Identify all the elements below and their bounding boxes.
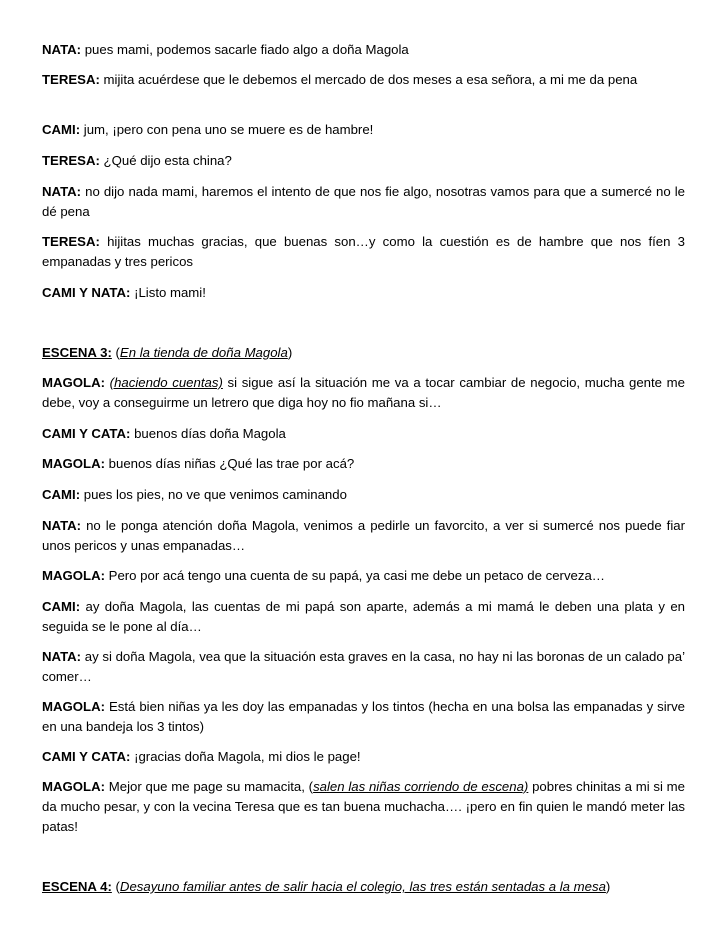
dialogue-line [42,120,685,140]
speaker-name: MAGOLA: [42,779,105,794]
dialogue-text: hijitas muchas gracias, que buenas son…y como la cuestión es de hambre que nos fíen 3 empanadas y tres pericos [42,234,685,269]
speaker-name: CAMI Y CATA: [42,749,131,764]
dialogue-text: pues los pies, no ve que venimos caminando [80,487,347,502]
dialogue-text: pues mami, podemos sacarle fiado algo a doña Magola [81,42,409,57]
scene-number: ESCENA 3: [42,345,112,360]
dialogue-text: Pero por acá tengo una cuenta de su papá, ya casi me debe un petaco de cerveza… [105,568,605,583]
dialogue-line [42,424,685,444]
dialogue-line [42,516,685,556]
scene-description: Desayuno familiar antes de salir hacia el colegio, las tres están sentadas a la mesa [119,879,606,894]
dialogue-text: jum, ¡pero con pena uno se muere es de hambre! [80,122,374,137]
paren-open: ( [111,345,120,360]
dialogue-line [42,777,685,837]
speaker-name: CAMI: [42,122,81,137]
speaker-name: MAGOLA: [42,456,105,471]
speaker-name: MAGOLA: [42,375,105,390]
dialogue-text: ¿Qué dijo esta china? [99,153,232,168]
speaker-name: TERESA: [42,72,100,87]
dialogue-text: pobres chinitas a mi si me da mucho pesar, y con la vecina Teresa que es tan buena muchacha…. ¡pero en fin quien le mandó meter las patas! [42,779,685,834]
dialogue-line [42,283,685,303]
speaker-name: NATA: [42,42,82,57]
scene-heading [42,877,685,897]
paren-close: ) [287,345,293,360]
dialogue-line [42,151,685,171]
dialogue-line [42,182,685,222]
stage-direction: (haciendo cuentas) [109,375,223,390]
dialogue-text: ay si doña Magola, vea que la situación esta graves en la casa, no hay ni las boronas de un calado pa’ comer… [42,649,685,684]
speaker-name: TERESA: [42,153,100,168]
dialogue-text: ay doña Magola, las cuentas de mi papá son aparte, además a mi mamá le deben una plata y en seguida se le pone al día… [42,599,685,634]
speaker-name: CAMI: [42,487,81,502]
scene-number: ESCENA 4: [42,879,112,894]
dialogue-text: no le ponga atención doña Magola, venimos a pedirle un favorcito, a ver si sumercé nos puede fiar unos pericos y unas empanadas… [42,518,685,553]
speaker-name: CAMI Y NATA: [42,285,131,300]
speaker-name: MAGOLA: [42,568,105,583]
speaker-name: NATA: [42,649,82,664]
speaker-name: TERESA: [42,234,100,249]
speaker-name: MAGOLA: [42,699,105,714]
dialogue-text: mijita acuérdese que le debemos el mercado de dos meses a esa señora, a mi me da pena [99,72,638,87]
dialogue-text: ¡Listo mami! [130,285,206,300]
dialogue-line [42,697,685,737]
dialogue-text: buenos días niñas ¿Qué las trae por acá? [105,456,355,471]
dialogue-line [42,647,685,687]
stage-direction: salen las niñas corriendo de escena) [313,779,529,794]
scene-description: En la tienda de doña Magola [119,345,288,360]
dialogue-text: si sigue así la situación me va a tocar cambiar de negocio, mucha gente me debe, voy a conseguirme un letrero que diga hoy no fio mañana si… [42,375,685,410]
dialogue-text: no dijo nada mami, haremos el intento de que nos fie algo, nosotras vamos para que a sumercé no le dé pena [42,184,685,219]
dialogue-text: ¡gracias doña Magola, mi dios le page! [130,749,361,764]
scene-heading [42,343,685,363]
dialogue-text: buenos días doña Magola [130,426,286,441]
dialogue-line [42,597,685,637]
dialogue-line [42,747,685,767]
speaker-name: CAMI Y CATA: [42,426,131,441]
dialogue-line [42,232,685,272]
speaker-name: NATA: [42,184,82,199]
dialogue-text: Está bien niñas ya les doy las empanadas y los tintos (hecha en una bolsa las empanadas y sirve en una bandeja los 3 tintos) [42,699,685,734]
dialogue-line [42,70,685,90]
speaker-name: CAMI: [42,599,81,614]
dialogue-line [42,454,685,474]
dialogue-text: Mejor que me page su mamacita, ( [105,779,314,794]
dialogue-line [42,373,685,413]
speaker-name: NATA: [42,518,82,533]
dialogue-line [42,566,685,586]
dialogue-line [42,40,685,60]
paren-open: ( [111,879,120,894]
dialogue-line [42,485,685,505]
paren-close: ) [605,879,611,894]
